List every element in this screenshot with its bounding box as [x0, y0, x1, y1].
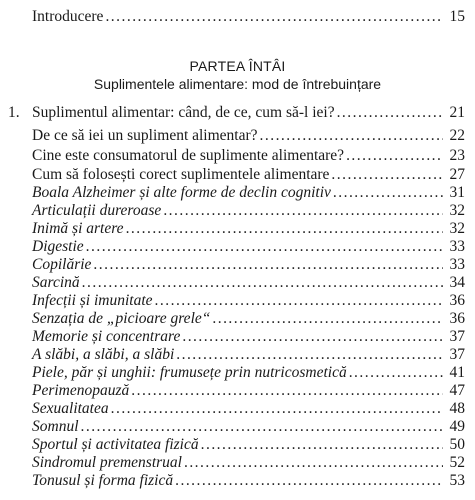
toc-entry-title: Articulații dureroase: [32, 202, 162, 219]
toc-entry-page: 32: [449, 202, 465, 219]
toc-entry-introduction: [32, 6, 465, 28]
toc-entry-page: 31: [449, 184, 465, 201]
toc-entry-page: 34: [449, 274, 465, 291]
toc-entry-title: Senzația de „picioare grele“: [32, 310, 211, 327]
dot-leader: [105, 6, 443, 28]
toc-topic: [32, 470, 465, 492]
toc-entry-title: Somnul: [32, 418, 79, 435]
toc-entry-title: De ce să iei un supliment alimentar?: [32, 127, 258, 144]
toc-entry-page: 37: [449, 328, 465, 345]
toc-entry-page: 50: [449, 436, 465, 453]
chapter-number: 1.: [8, 104, 20, 121]
toc-entry-title: Perimenopauză: [32, 382, 130, 399]
toc-entry-page: 22: [449, 127, 465, 144]
toc-entry-page: 52: [449, 454, 465, 471]
toc-entry-title: Boala Alzheimer și alte forme de declin cognitiv: [32, 184, 331, 201]
toc-entry-page: 21: [449, 104, 465, 121]
toc-entry-title: Sexualitatea: [32, 400, 109, 417]
toc-entry-title: Cum să folosești corect suplimentele alimentare: [32, 166, 330, 183]
toc-entry-title: Sindromul premenstrual: [32, 454, 182, 471]
toc-entry-title: Suplimentul alimentar: când, de ce, cum să-l iei?: [32, 104, 335, 121]
toc-entry-page: 32: [449, 220, 465, 237]
toc-entry-title: Memorie și concentrare: [32, 328, 181, 345]
toc-entry-page: 49: [449, 418, 465, 435]
toc-entry-title: A slăbi, a slăbi, a slăbi: [32, 346, 175, 363]
toc-entry-page: 37: [449, 346, 465, 363]
toc-entry-page: 23: [449, 147, 465, 164]
toc-entry-title: Copilărie: [32, 256, 92, 273]
toc-entry-title: Piele, păr și unghii: frumusețe prin nutricosmetică: [32, 364, 347, 381]
part-heading: PARTEA ÎNTÂI: [189, 58, 286, 74]
toc-entry-page: 53: [449, 472, 465, 489]
toc-entry-page: 47: [449, 382, 465, 399]
part-subtitle: Suplimentele alimentare: mod de întrebuințare: [93, 76, 382, 92]
toc-entry-page: 27: [449, 166, 465, 183]
toc-entry-title: Infecții și imunitate: [32, 292, 153, 309]
toc-entry-title: Introducere: [32, 8, 104, 25]
toc-entry-page: 36: [449, 292, 465, 309]
toc-entry-page: 15: [449, 8, 465, 25]
toc-entry-page: 41: [449, 364, 465, 381]
toc-entry-title: Cine este consumatorul de suplimente alimentare?: [32, 147, 345, 164]
toc-entry-title: Digestie: [32, 238, 84, 255]
toc-entry-title: Sportul și activitatea fizică: [32, 436, 199, 453]
toc-entry-title: Inimă și artere: [32, 220, 124, 237]
toc-entry-page: 33: [449, 256, 465, 273]
dot-leader: [260, 125, 443, 147]
toc-section: [32, 125, 465, 147]
dot-leader: [337, 102, 443, 124]
toc-entry-title: Sarcină: [32, 274, 80, 291]
toc-entry-title: Tonusul și forma fizică: [32, 472, 174, 489]
dot-leader: [175, 470, 443, 492]
toc-entry-page: 48: [449, 400, 465, 417]
toc-entry-page: 33: [449, 238, 465, 255]
toc-chapter-1: [8, 102, 465, 124]
toc-entry-page: 36: [449, 310, 465, 327]
